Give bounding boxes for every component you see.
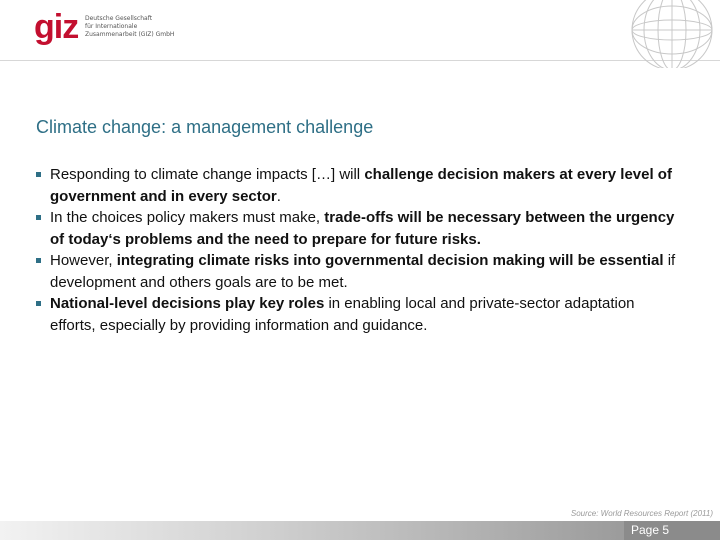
footer-bar xyxy=(0,521,720,540)
bullet-marker-icon xyxy=(36,301,41,306)
bullet-item xyxy=(36,250,676,293)
bullet-list xyxy=(36,164,676,336)
bullet-text: if development and others goals are to be met. xyxy=(50,252,676,291)
bullet-emphasis-text: trade-offs will be necessary between the urgency of today‘s problems and the need to prepare for future risks. xyxy=(50,209,675,248)
bullet-item xyxy=(36,293,676,336)
bullet-marker-icon xyxy=(36,258,41,263)
globe-icon xyxy=(622,0,720,68)
page-number: Page 5 xyxy=(631,523,670,537)
bullet-text: in enabling local and private-sector adaptation efforts, especially by providing information and guidance. xyxy=(50,295,635,334)
bullet-text: . xyxy=(276,187,281,205)
bullet-text: In the choices policy makers must make, xyxy=(50,209,325,226)
bullet-item xyxy=(36,207,676,250)
slide-header xyxy=(0,0,720,61)
logo-organization-name xyxy=(85,15,195,39)
logo-line-1: Deutsche Gesellschaft xyxy=(85,15,153,22)
logo-line-2: für Internationale xyxy=(85,23,138,30)
bullet-emphasis-text: challenge decision makers at every level of government and in every sector xyxy=(50,166,672,205)
bullet-emphasis-text: National-level decisions play key roles xyxy=(50,295,325,312)
logo-line-3: Zusammenarbeit (GIZ) GmbH xyxy=(85,31,175,38)
bullet-marker-icon xyxy=(36,215,41,220)
slide-title: Climate change: a management challenge xyxy=(36,117,374,137)
bullet-marker-icon xyxy=(36,172,41,177)
bullet-text: However, xyxy=(50,252,117,269)
giz-logo: giz xyxy=(34,8,79,46)
bullet-emphasis-text: integrating climate risks into governmental decision making will be essential xyxy=(116,252,664,269)
source-citation: Source: World Resources Report (2011) xyxy=(570,509,713,518)
bullet-item xyxy=(36,164,676,207)
bullet-text: Responding to climate change impacts […] will xyxy=(50,166,365,183)
